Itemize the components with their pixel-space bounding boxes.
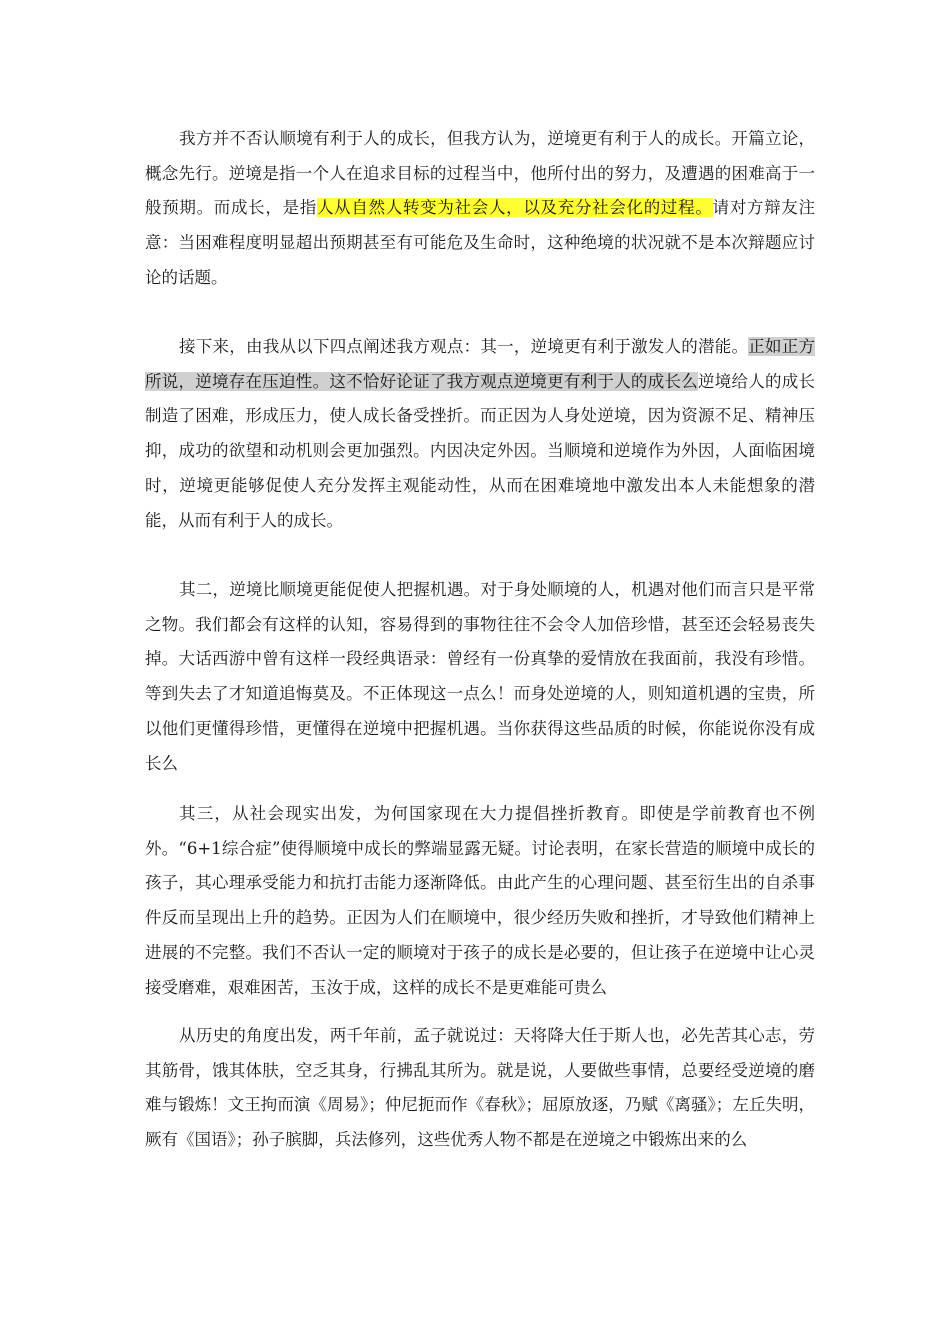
paragraph-point-three: 其三，从社会现实出发，为何国家现在大力提倡挫折教育。即使是学前教育也不例外。“6+1综合症”使得顺境中成长的弊端显露无疑。讨论表明，在家长营造的顺境中成长的孩子，其心理承受能力和抗打击能力逐渐降低。由此产生的心理问题、甚至衍生出的自杀事件反而呈现出上升的趋势。正因为人们在顺境中，很少经历失败和挫折，才导致他们精神上进展的不完整。我们不否认一定的顺境对于孩子的成长是必要的，但让孩子在逆境中让心灵接受磨难，艰难困苦，玉汝于成，这样的成长不是更难能可贵么 xyxy=(145,804,815,997)
paragraph-definition xyxy=(145,122,815,296)
paragraph-2-text-tail: 逆境给人的成长制造了困难，形成压力，使人成长备受挫折。而正因为人身处逆境，因为资源不足、精神压抑，成功的欲望和动机则会更加强烈。内因决定外因。当顺境和逆境作为外因，人面临困境时，逆境更能够促使人充分发挥主观能动性，从而在困难境地中激发出本人未能想象的潜能，从而有利于人的成长。 xyxy=(145,371,816,530)
paragraph-point-two: 其二，逆境比顺境更能促使人把握机遇。对于身处顺境的人，机遇对他们而言只是平常之物。我们都会有这样的认知，容易得到的事物往往不会令人加倍珍惜，甚至还会轻易丧失掉。大话西游中曾有这样一段经典语录：曾经有一份真挚的爱情放在我面前，我没有珍惜。等到失去了才知道追悔莫及。不正体现这一点么！而身处逆境的人，则知道机遇的宝贵，所以他们更懂得珍惜，更懂得在逆境中把握机遇。当你获得这些品质的时候，你能说你没有成长么 xyxy=(145,580,815,773)
paragraph-2-text: 接下来，由我从以下四点阐述我方观点：其一，逆境更有利于激发人的潜能。 xyxy=(179,337,749,356)
paragraph-history: 从历史的角度出发，两千年前，孟子就说过：天将降大任于斯人也，必先苦其心志，劳其筋骨，饿其体肤，空乏其身，行拂乱其所为。就是说，人要做些事情，总要经受逆境的磨难与锻炼！文王拘而演《周易》；仲尼扼而作《春秋》；屈原放逐，乃赋《离骚》；左丘失明，厥有《国语》；孙子膑脚，兵法修列，这些优秀人物不都是在逆境之中锻炼出来的么 xyxy=(145,1026,815,1150)
paragraph-point-one xyxy=(145,330,815,538)
highlight-yellow: 人从自然人转变为社会人，以及充分社会化的过程。 xyxy=(316,198,713,218)
highlight-gray: 正如正方所说，逆境存在压迫性。这不恰好论证了我方观点逆境更有利于人的成长么 xyxy=(145,337,816,391)
paragraph-1-text-tail: 请对方辩友注意：当困难程度明显超出预期甚至有可能危及生命时，这种绝境的状况就不是本次辩题应讨论的话题。 xyxy=(145,198,816,287)
paragraph-1-text: 我方并不否认顺境有利于人的成长，但我方认为，逆境更有利于人的成长。开篇立论，概念先行。逆境是指一个人在追求目标的过程当中，他所付出的努力，及遭遇的困难高于一般预期。而成长，是指 xyxy=(145,129,815,218)
